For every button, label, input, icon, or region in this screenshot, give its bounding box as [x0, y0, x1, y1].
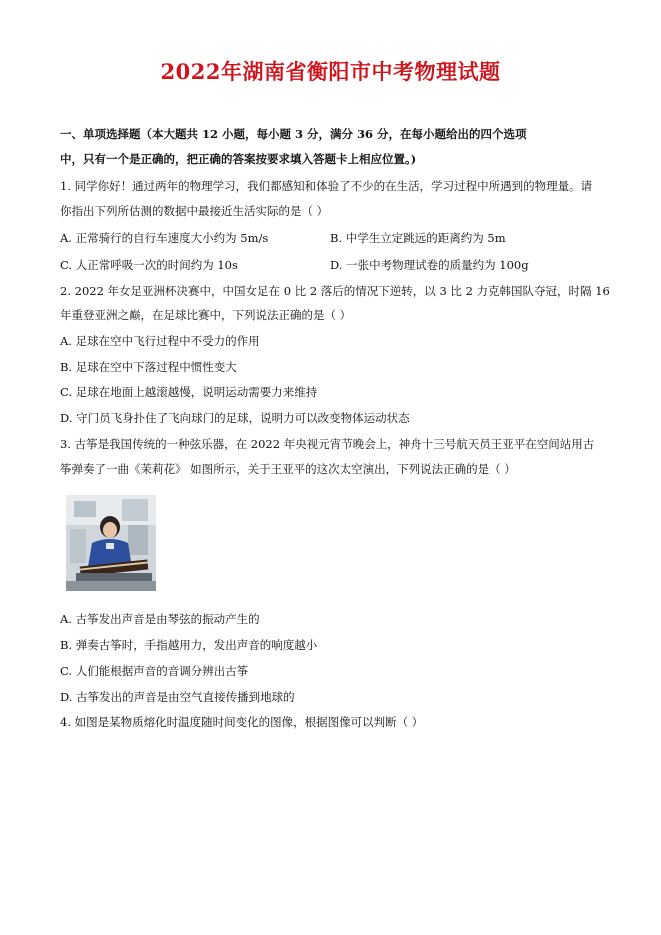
- q2-stem-line2: 年重登亚洲之巅，在足球比赛中，下列说法正确的是（ ）: [60, 308, 352, 322]
- q3-stem-line2: 筝弹奏了一曲《茉莉花》 如图所示，关于王亚平的这次太空演出，下列说法正确的是（ ）: [60, 462, 516, 476]
- q3-option-a: A. 古筝发出声音是由琴弦的振动产生的: [60, 612, 260, 626]
- q1-option-b: B. 中学生立定跳远的距离约为 5m: [330, 231, 506, 245]
- q2-option-c: C. 足球在地面上越滚越慢，说明运动需要力来维持: [60, 385, 318, 399]
- q2-stem-line1: 2. 2022 年女足亚洲杯决赛中，中国女足在 0 比 2 落后的情况下逆转，以 3 比 2 力克韩国队夺冠，时隔 16: [60, 284, 610, 298]
- q1-option-c: C. 人正常呼吸一次的时间约为 10s: [60, 258, 238, 272]
- q4-stem-line1: 4. 如图是某物质熔化时温度随时间变化的图像，根据图像可以判断（ ）: [60, 715, 424, 729]
- q2-option-a: A. 足球在空中飞行过程中不受力的作用: [60, 334, 260, 348]
- q3-option-b: B. 弹奏古筝时，手指越用力，发出声音的响度越小: [60, 638, 318, 652]
- q3-stem-line1: 3. 古筝是我国传统的一种弦乐器，在 2022 年央视元宵节晚会上，神舟十三号航天员王亚平在空间站用古: [60, 437, 595, 451]
- q1-option-d: D. 一张中考物理试卷的质量约为 100g: [330, 258, 529, 272]
- page-title: 2022年湖南省衡阳市中考物理试题: [160, 59, 501, 84]
- astronaut-guzheng-photo: [66, 495, 156, 591]
- q1-stem-line2: 你指出下列所估测的数据中最接近生活实际的是（ ）: [60, 204, 329, 218]
- q2-option-b: B. 足球在空中下落过程中惯性变大: [60, 360, 237, 374]
- section-heading-line1: 一、单项选择题（本大题共 12 小题，每小题 3 分，满分 36 分，在每小题给出的四个选项: [60, 127, 527, 141]
- section-heading-line2: 中，只有一个是正确的，把正确的答案按要求填入答题卡上相应位置。): [60, 152, 417, 166]
- astronaut-guzheng-illustration: [66, 495, 156, 591]
- q1-option-a: A. 正常骑行的自行车速度大小约为 5m/s: [60, 231, 269, 245]
- q3-option-c: C. 人们能根据声音的音调分辨出古筝: [60, 664, 249, 678]
- q2-option-d: D. 守门员飞身扑住了飞向球门的足球，说明力可以改变物体运动状态: [60, 411, 410, 425]
- q3-option-d: D. 古筝发出的声音是由空气直接传播到地球的: [60, 690, 295, 704]
- q1-stem-line1: 1. 同学你好！通过两年的物理学习，我们都感知和体验了不少的在生活，学习过程中所遇到的物理量。请: [60, 179, 593, 193]
